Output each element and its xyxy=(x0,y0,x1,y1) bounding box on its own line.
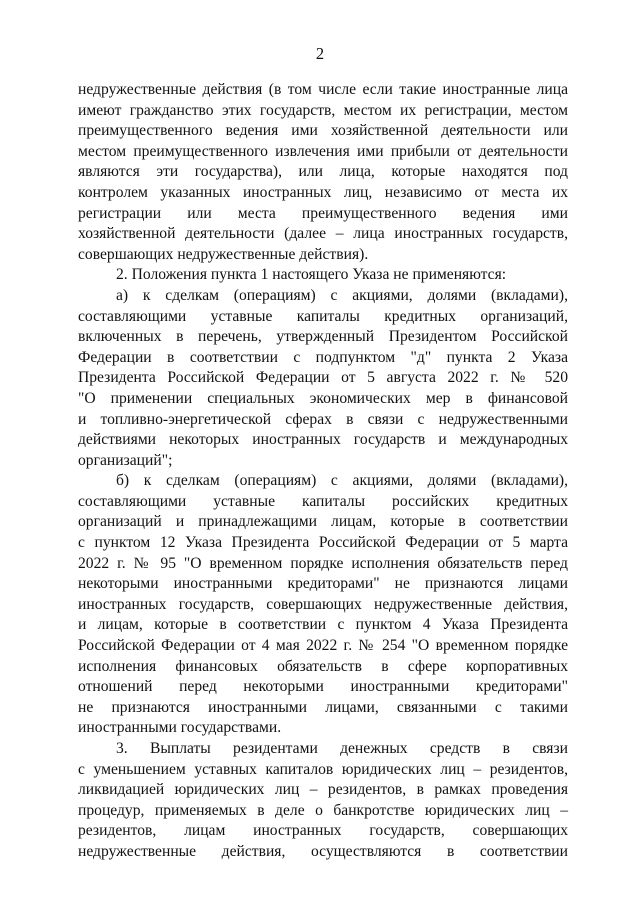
body-text xyxy=(78,80,568,863)
text-line: преимущественного ведения ими хозяйственной деятельности или xyxy=(78,122,568,140)
text-line: процедур, применяемых в деле о банкротстве юридических лиц – xyxy=(78,801,568,819)
text-line: "О применении специальных экономических мер в финансовой xyxy=(78,389,568,407)
text-line: включенных в перечень, утвержденный Президентом Российской xyxy=(78,328,568,346)
text-line: иностранных государств, совершающих недружественные действия, xyxy=(78,595,568,613)
text-line: 2022 г. № 95 "О временном порядке исполнения обязательств перед xyxy=(78,554,568,572)
text-line: действиями некоторых иностранных государств и международных xyxy=(78,431,568,449)
text-line: местом преимущественного извлечения ими прибыли от деятельности xyxy=(78,142,568,160)
text-line: а) к сделкам (операциям) с акциями, долями (вкладами), xyxy=(116,286,568,304)
text-line: с уменьшением уставных капиталов юридических лиц – резидентов, xyxy=(78,760,568,778)
text-line: Российской Федерации от 4 мая 2022 г. № 254 "О временном порядке xyxy=(78,637,568,655)
text-line: б) к сделкам (операциям) с акциями, долями (вкладами), xyxy=(116,472,568,490)
text-line: регистрации или места преимущественного ведения ими xyxy=(78,204,568,222)
text-line: недружественные действия (в том числе если такие иностранные лица xyxy=(78,81,568,98)
text-line: Федерации в соответствии с подпунктом "д" пункта 2 Указа xyxy=(78,348,568,366)
text-line: с пунктом 12 Указа Президента Российской Федерации от 5 марта xyxy=(78,534,568,552)
text-line: составляющими уставные капиталы кредитных организаций, xyxy=(78,307,568,325)
text-line: являются эти государства), или лица, которые находятся под xyxy=(78,163,568,181)
page-number: 2 xyxy=(315,44,325,63)
text-line: составляющими уставные капиталы российских кредитных xyxy=(78,492,568,510)
text-line: исполнения финансовых обязательств в сфере корпоративных xyxy=(78,657,568,675)
text-line: хозяйственной деятельности (далее – лица иностранных государств, xyxy=(78,225,568,243)
text-line: некоторыми иностранными кредиторами" не признаются лицами xyxy=(78,575,568,593)
text-line: Президента Российской Федерации от 5 августа 2022 г. № 520 xyxy=(78,369,568,387)
text-line: отношений перед некоторыми иностранными кредиторами" xyxy=(78,678,568,696)
text-line: резидентов, лицам иностранных государств, совершающих xyxy=(78,822,568,840)
text-line: 2. Положения пункта 1 настоящего Указа не применяются: xyxy=(116,266,507,284)
text-line: контролем указанных иностранных лиц, независимо от места их xyxy=(78,183,568,201)
text-line: не признаются иностранными лицами, связанными с такими xyxy=(78,698,568,716)
text-line: организаций"; xyxy=(78,451,173,469)
text-line: организаций и принадлежащими лицам, которые в соответствии xyxy=(78,513,568,531)
text-line: 3. Выплаты резидентами денежных средств в связи xyxy=(116,740,568,757)
text-line: иностранными государствами. xyxy=(78,719,282,737)
text-line: совершающих недружественные действия). xyxy=(78,245,369,263)
text-line: и лицам, которые в соответствии с пунктом 4 Указа Президента xyxy=(78,616,568,634)
text-line: имеют гражданство этих государств, местом их регистрации, местом xyxy=(78,101,568,119)
text-line: ликвидацией юридических лиц – резидентов, в рамках проведения xyxy=(78,781,568,799)
text-line: и топливно-энергетической сферах в связи с недружественными xyxy=(78,410,568,428)
text-line: недружественные действия, осуществляются в соответствии xyxy=(78,842,568,860)
